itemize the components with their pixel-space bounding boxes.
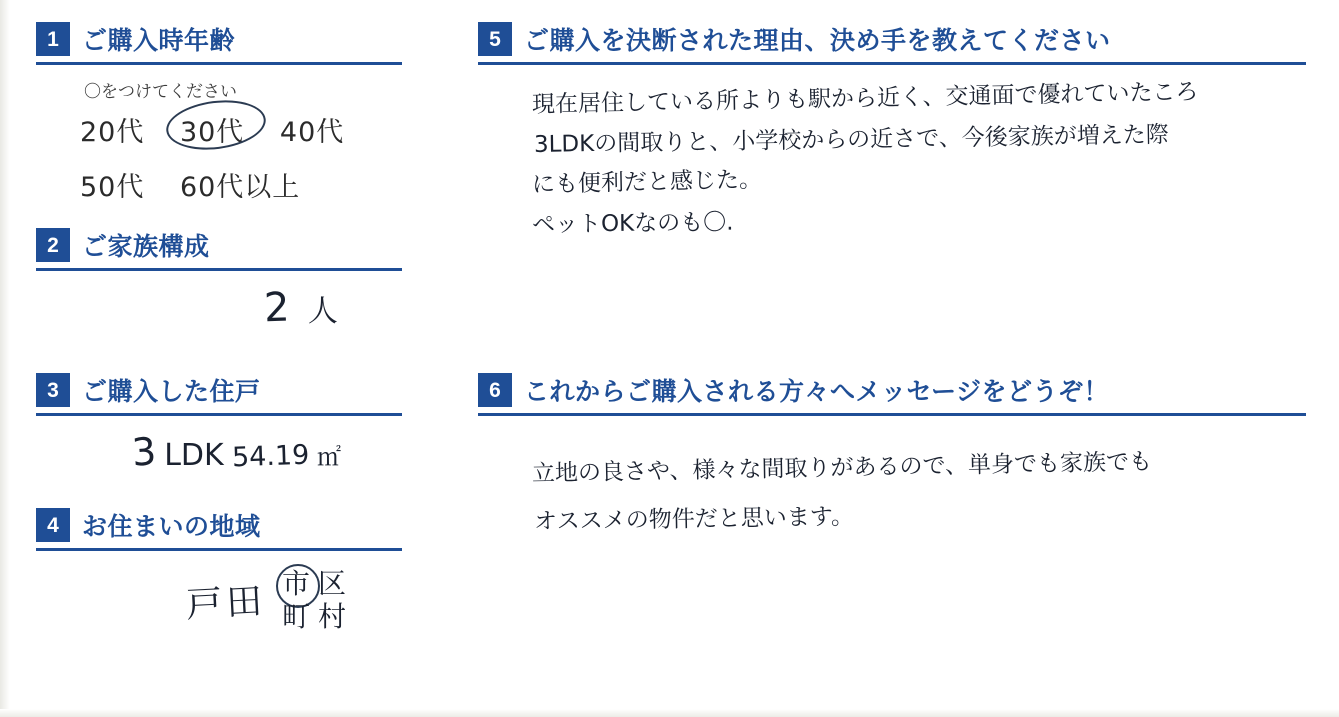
question-5-header xyxy=(478,22,1306,56)
answer-line: にも便利だと感じた。 xyxy=(531,166,763,198)
question-3-divider xyxy=(36,413,402,416)
question-2-number: 2 xyxy=(36,228,70,262)
option-40s[interactable]: 40代 xyxy=(279,117,345,148)
question-3 xyxy=(36,373,402,474)
question-3-header xyxy=(36,373,402,407)
question-4-answer xyxy=(186,569,402,633)
question-6-header xyxy=(478,373,1306,407)
question-6 xyxy=(478,373,1306,546)
option-30s[interactable]: 30代 xyxy=(180,110,244,149)
question-1-divider xyxy=(36,62,402,65)
question-1-instruction: 〇をつけてください xyxy=(84,82,237,102)
option-60s-plus[interactable]: 60代以上 xyxy=(179,172,301,203)
rooms-count-value: 3 xyxy=(130,429,158,475)
answer-line: 3LDKの間取りと、小学校からの近さで、今後家族が増えた際 xyxy=(533,121,1169,158)
municipality-unit-grid xyxy=(282,569,346,633)
option-20s[interactable]: 20代 xyxy=(80,117,145,148)
question-2-header xyxy=(36,228,402,262)
answer-line: 立地の良さや、様々な間取りがあるので、単身でも家族でも xyxy=(531,449,1153,487)
question-6-number: 6 xyxy=(478,373,512,407)
question-2-title: ご家族構成 xyxy=(82,233,210,261)
question-4-header xyxy=(36,508,402,542)
question-5-title: ご購入を決断された理由、決め手を教えてください xyxy=(524,27,1111,55)
question-6-answer xyxy=(532,450,1306,546)
question-1-title: ご購入時年齢 xyxy=(82,27,236,55)
question-1-options-row-2 xyxy=(80,165,402,204)
question-1 xyxy=(36,22,402,204)
floor-area-value: 54.19 xyxy=(231,439,310,474)
answer-line: 現在居住している所よりも駅から近く、交通面で優れていたころ xyxy=(531,79,1199,118)
question-1-number: 1 xyxy=(36,22,70,56)
question-5 xyxy=(478,22,1306,245)
question-6-title: これからご購入される方々へメッセージをどうぞ！ xyxy=(524,378,1110,406)
answer-line: ペットOKなのも〇. xyxy=(531,209,734,238)
question-3-answer xyxy=(132,430,402,474)
unit-shi[interactable]: 市 xyxy=(282,567,311,600)
question-5-answer xyxy=(531,79,1306,245)
question-2 xyxy=(36,228,402,331)
question-3-title: ご購入した住戸 xyxy=(82,378,261,406)
city-name-value: 戸田 xyxy=(185,581,268,627)
unit-ku[interactable]: 区 xyxy=(318,567,347,600)
layout-type-value: LDK xyxy=(164,438,224,473)
question-1-header xyxy=(36,22,402,56)
floor-area-unit: ㎡ xyxy=(316,443,341,471)
question-4-divider xyxy=(36,548,402,551)
family-size-value: 2 xyxy=(263,284,291,332)
question-3-number: 3 xyxy=(36,373,70,407)
question-4 xyxy=(36,508,402,633)
unit-son[interactable]: 村 xyxy=(318,599,347,633)
unit-cho[interactable]: 町 xyxy=(282,599,311,633)
question-6-divider xyxy=(478,413,1306,416)
family-size-unit: 人 xyxy=(307,294,338,329)
option-50s[interactable]: 50代 xyxy=(80,172,145,203)
question-5-divider xyxy=(478,62,1306,65)
question-4-number: 4 xyxy=(36,508,70,542)
question-2-divider xyxy=(36,268,402,271)
answer-line: オススメの物件だと思います。 xyxy=(533,503,855,535)
question-5-number: 5 xyxy=(478,22,512,56)
question-1-options-row-1 xyxy=(80,110,402,149)
question-4-title: お住まいの地域 xyxy=(82,513,261,541)
question-2-answer xyxy=(264,285,402,331)
